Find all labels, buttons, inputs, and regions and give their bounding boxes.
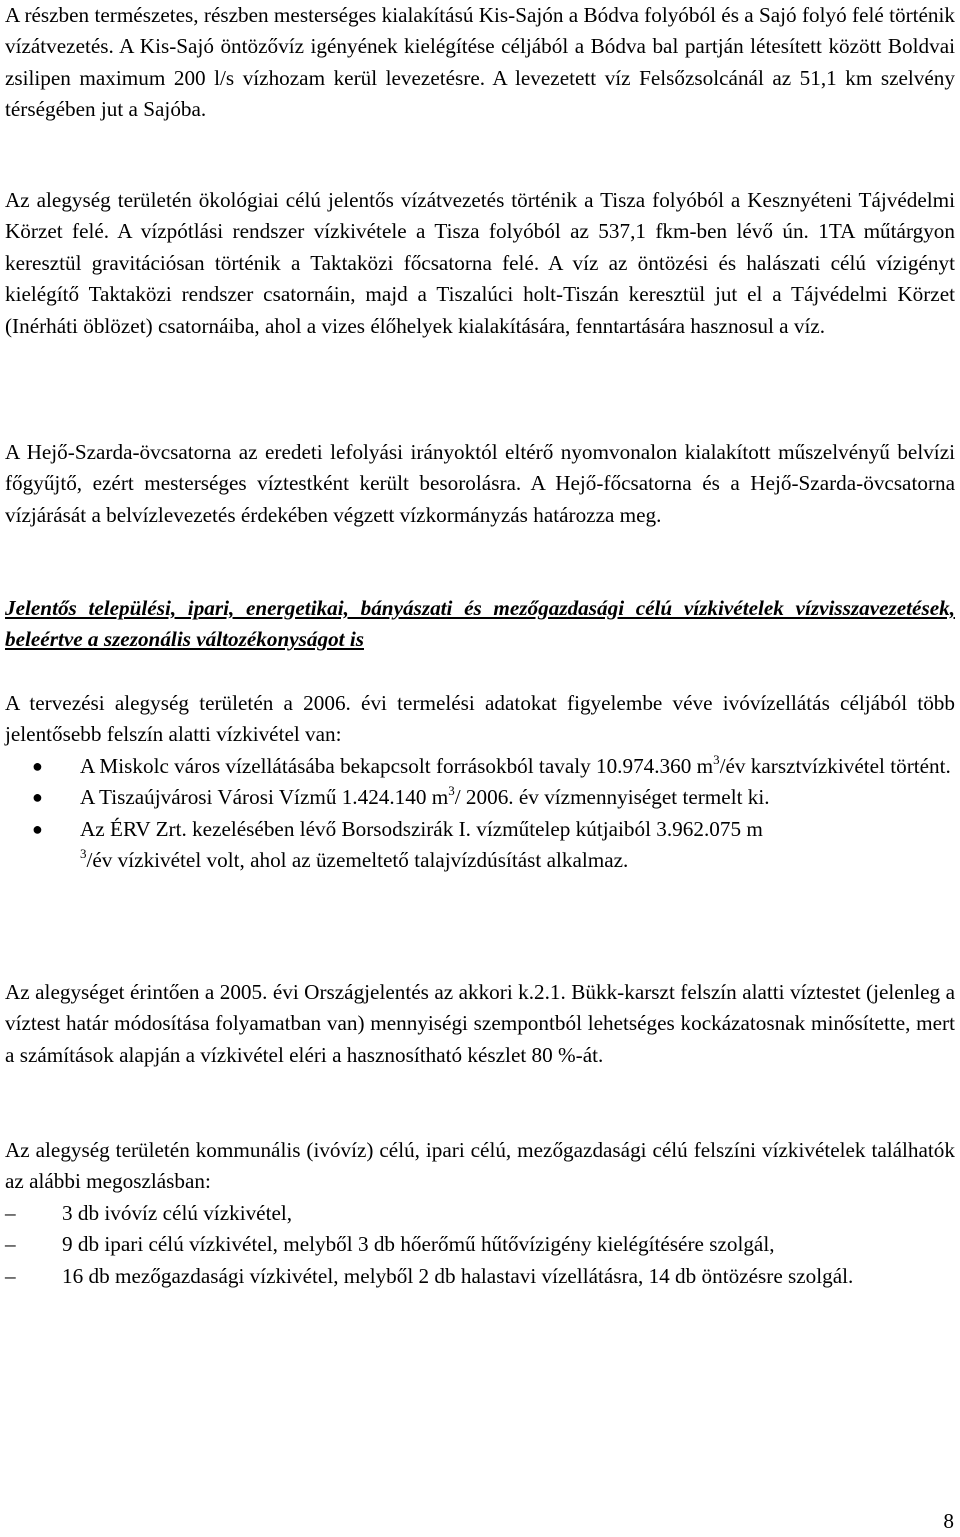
dash-list	[5, 1198, 955, 1292]
dash-icon: –	[5, 1201, 16, 1225]
paragraph-surface-withdrawals: Az alegység területén kommunális (ivóvíz) célú, ipari célú, mezőgazdasági célú felszíni vízkivételek találhatók az alábbi megoszlásban:	[5, 1138, 955, 1194]
bullet-item-miskolc: ● A Miskolc város vízellátásába bekapcsolt forrásokból tavaly 10.974.360 $m^3/év$ karsztvízkivétel történt.	[5, 751, 955, 782]
bullet-icon: ●	[32, 818, 43, 839]
paragraph-2006-data: A tervezési alegység területén a 2006. évi termelési adatokat figyelembe véve ivóvízellátás céljából több jelentősebb felszín alatti vízkivétel van:	[5, 691, 955, 747]
paragraph-tisza-transfer: Az alegység területén ökológiai célú jelentős vízátvezetés történik a Tisza folyóból a Kesznyéteni Tájvédelmi Körzet felé. A vízpótlási rendszer vízkivétele a Tisza folyóból az 537,1 fkm-ben lévő ún. 1TA műtárgyon keresztül gravitációsan történik a Taktaközi főcsatorna felé. A víz az öntözési és halászati célú vízigényt kielégítő Taktaközi rendszer csatornáin, majd a Tiszalúci holt-Tiszán keresztül jut el a Tájvédelmi Körzet (Inérháti öblözet) csatornáiba, ahol a vizes élőhelyek kialakítására, fenntartására hasznosul a víz.	[5, 188, 955, 338]
paragraph-kis-sajo: A részben természetes, részben mesterséges kialakítású Kis-Sajón a Bódva folyóból és a Sajó folyó felé történik vízátvezetés. A Kis-Sajó öntözővíz igényének kielégítése céljából a Bódva bal partján létesített között Boldvai zsilipen maximum 200 l/s vízhozam kerül levezetésre. A levezetett víz Felsőzsolcánál az 51,1 km szelvény térségében jut a Sajóba.	[5, 3, 955, 122]
bullet-item-erv: ● Az ÉRV Zrt. kezelésében lévő Borsodszirák I. vízműtelep kútjaiból 3.962.075 m $^3$/év vízkivétel volt, ahol az üzemeltető talajvízdúsítást alkalmaz.	[5, 814, 955, 877]
page-number: 8	[943, 1509, 954, 1533]
bullet-item-tiszaujvaros: ● A Tiszaújvárosi Városi Vízmű 1.424.140 $m^3/$ 2006. év vízmennyiséget termelt ki.	[5, 782, 955, 813]
bullet-icon: ●	[32, 787, 43, 808]
dash-icon: –	[5, 1263, 16, 1288]
dash-item: – 9 db ipari célú vízkivétel, melyből 3 db hőerőmű hűtővízigény kielégítésére szolgál,	[5, 1229, 955, 1260]
section-heading: Jelentős települési, ipari, energetikai, bányászati és mezőgazdasági célú vízkivételek vízvisszavezetések, beleértve a szezonális változékonyságot is	[5, 596, 955, 652]
paragraph-hejo-szarda: A Hejő-Szarda-övcsatorna az eredeti lefolyási irányoktól eltérő nyomvonalon kialakított műszelvényű belvízi főgyűjtő, ezért mesterséges víztestként került besorolásra. A Hejő-főcsatorna és a Hejő-Szarda-övcsatorna vízjárását a belvízlevezetés érdekében végzett vízkormányzás határozza meg.	[5, 440, 955, 527]
bullet-list	[5, 751, 955, 877]
paragraph-orszagjelentes: Az alegységet érintően a 2005. évi Országjelentés az akkori k.2.1. Bükk-karszt felszín alatti víztestet (jelenleg a víztest határ módosítása folyamatban van) mennyiségi szempontból lehetséges kockázatosnak minősítette, mert a számítások alapján a vízkivétel eléri a hasznosítható készlet 80 %-át.	[5, 980, 955, 1067]
dash-item: – 3 db ivóvíz célú vízkivétel,	[5, 1198, 955, 1229]
dash-item: – 16 db mezőgazdasági vízkivétel, melyből 2 db halastavi vízellátásra, 14 db öntözésre szolgál.	[5, 1261, 955, 1292]
bullet-icon: ●	[32, 756, 43, 776]
dash-icon: –	[5, 1232, 16, 1257]
